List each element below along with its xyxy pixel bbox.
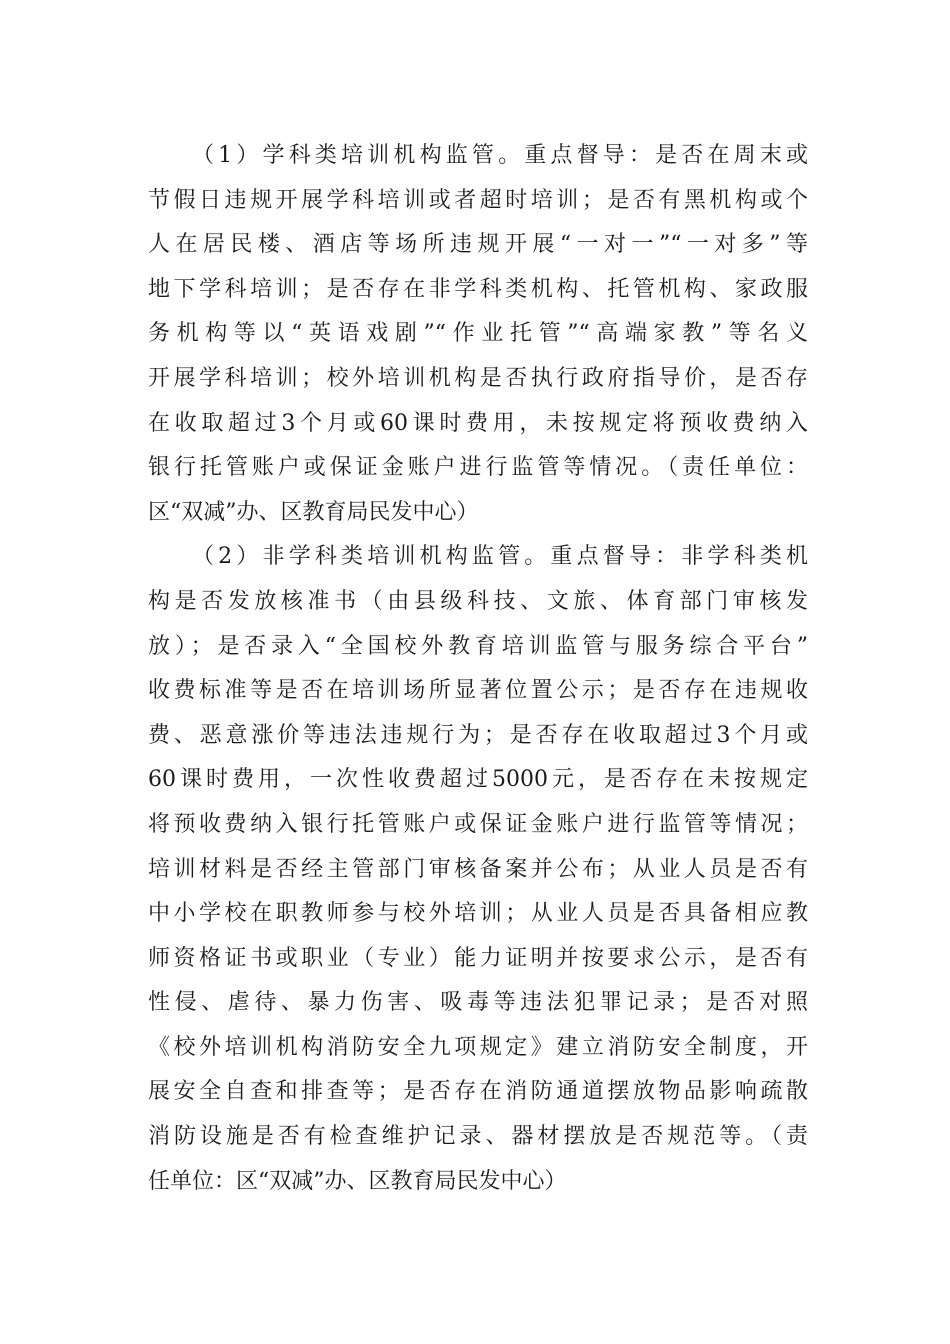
text-line: 在收取超过3个月或60课时费用，未按规定将预收费纳入: [148, 410, 808, 436]
document-body: [148, 134, 808, 1204]
text-line: 务机构等以“英语戏剧”“作业托管”“高端家教”等名义: [148, 321, 808, 347]
text-line: （1）学科类培训机构监管。重点督导：是否在周末或: [192, 143, 808, 168]
text-line: （2）非学科类培训机构监管。重点督导：非学科类机: [192, 544, 808, 570]
text-line: 60课时费用，一次性收费超过5000元，是否存在未按规定: [148, 767, 808, 793]
text-line: 开展学科培训；校外培训机构是否执行政府指导价，是否存: [148, 365, 808, 391]
text-line: 展安全自查和排查等；是否存在消防通道摆放物品影响疏散: [148, 1079, 808, 1105]
text-line: 将预收费纳入银行托管账户或保证金账户进行监管等情况；: [148, 811, 808, 837]
text-line: 师资格证书或职业（专业）能力证明并按要求公示，是否有: [148, 945, 808, 971]
text-line: 性侵、虐待、暴力伤害、吸毒等违法犯罪记录；是否对照: [148, 990, 808, 1016]
paragraph-1: [148, 134, 808, 535]
text-line: 收费标准等是否在培训场所显著位置公示；是否存在违规收: [148, 678, 808, 704]
text-line: 《校外培训机构消防安全九项规定》建立消防安全制度，开: [148, 1034, 808, 1060]
text-line: 人在居民楼、酒店等场所违规开展“一对一”“一对多”等: [148, 232, 808, 258]
text-line: 节假日违规开展学科培训或者超时培训；是否有黑机构或个: [148, 187, 808, 213]
text-line: 任单位：区“双减”办、区教育局民发中心）: [148, 1168, 567, 1194]
text-line: 费、恶意涨价等违法违规行为；是否存在收取超过3个月或: [148, 722, 808, 748]
text-line: 中小学校在职教师参与校外培训；从业人员是否具备相应教: [148, 901, 808, 927]
paragraph-2: [148, 535, 808, 1204]
text-line: 地下学科培训；是否存在非学科类机构、托管机构、家政服: [148, 276, 808, 302]
text-line: 构是否发放核准书（由县级科技、文旅、体育部门审核发: [148, 588, 808, 614]
text-line: 培训材料是否经主管部门审核备案并公布；从业人员是否有: [148, 856, 808, 882]
text-line: 区“双减”办、区教育局民发中心）: [148, 499, 479, 525]
text-line: 放）；是否录入“全国校外教育培训监管与服务综合平台”: [148, 633, 808, 659]
text-line: 消防设施是否有检查维护记录、器材摆放是否规范等。（责: [148, 1124, 808, 1150]
text-line: 银行托管账户或保证金账户进行监管等情况。（责任单位：: [148, 455, 808, 481]
